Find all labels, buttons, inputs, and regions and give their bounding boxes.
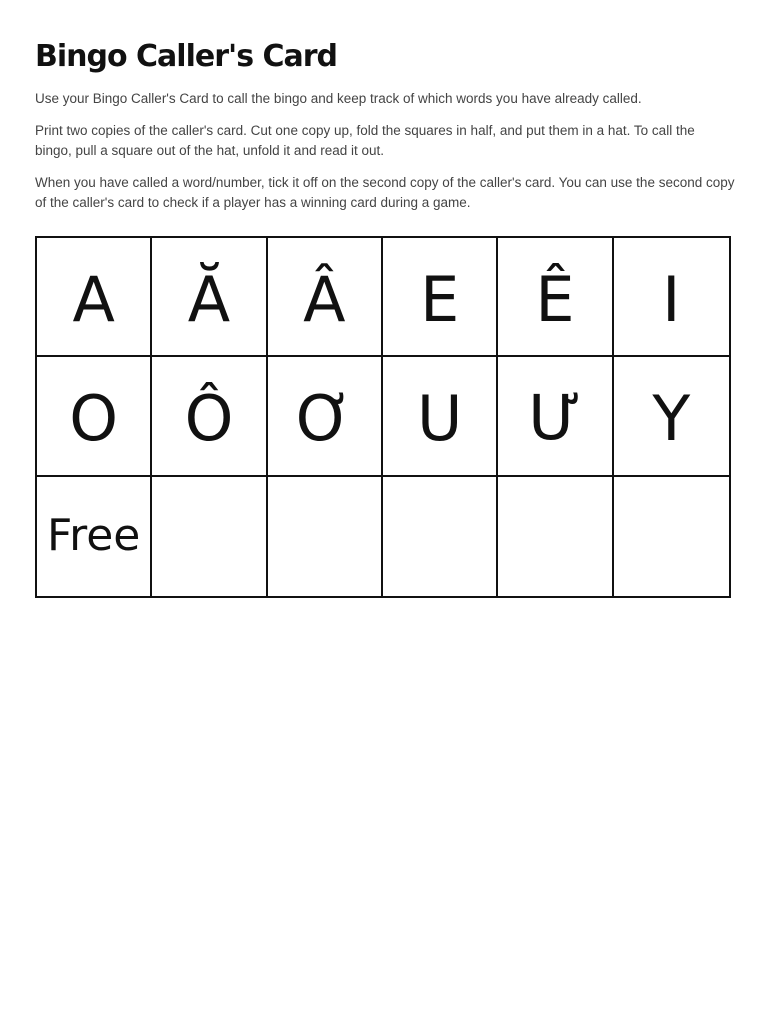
bingo-cell: Ô [152, 357, 267, 476]
empty-bingo-cell [268, 477, 383, 596]
bingo-cell: Ơ [268, 357, 383, 476]
page-title: Bingo Caller's Card [35, 39, 338, 74]
bingo-cell: Â [268, 238, 383, 357]
instruction-paragraph-2: Print two copies of the caller's card. Cut one copy up, fold the squares in half, and put them in a hat. To call the bingo, pull a square out of the hat, unfold it and read it out. [35, 123, 695, 158]
bingo-cell: A [37, 238, 152, 357]
bingo-card-grid [35, 236, 731, 598]
worksheet-page [35, 38, 735, 213]
bingo-cell: Ă [152, 238, 267, 357]
empty-bingo-cell [614, 477, 729, 596]
bingo-cell: Y [614, 357, 729, 476]
empty-bingo-cell [152, 477, 267, 596]
empty-bingo-cell [383, 477, 498, 596]
bingo-cell: E [383, 238, 498, 357]
bingo-cell: Ư [498, 357, 613, 476]
bingo-cell: U [383, 357, 498, 476]
instruction-paragraph-1: Use your Bingo Caller's Card to call the bingo and keep track of which words you have already called. [35, 91, 642, 106]
bingo-cell: I [614, 238, 729, 357]
free-cell: Free [37, 477, 152, 596]
bingo-cell: O [37, 357, 152, 476]
bingo-cell: Ê [498, 238, 613, 357]
empty-bingo-cell [498, 477, 613, 596]
instruction-paragraph-3: When you have called a word/number, tick it off on the second copy of the caller's card. You can use the second copy of the caller's card to check if a player has a winning card during a game. [35, 175, 735, 210]
